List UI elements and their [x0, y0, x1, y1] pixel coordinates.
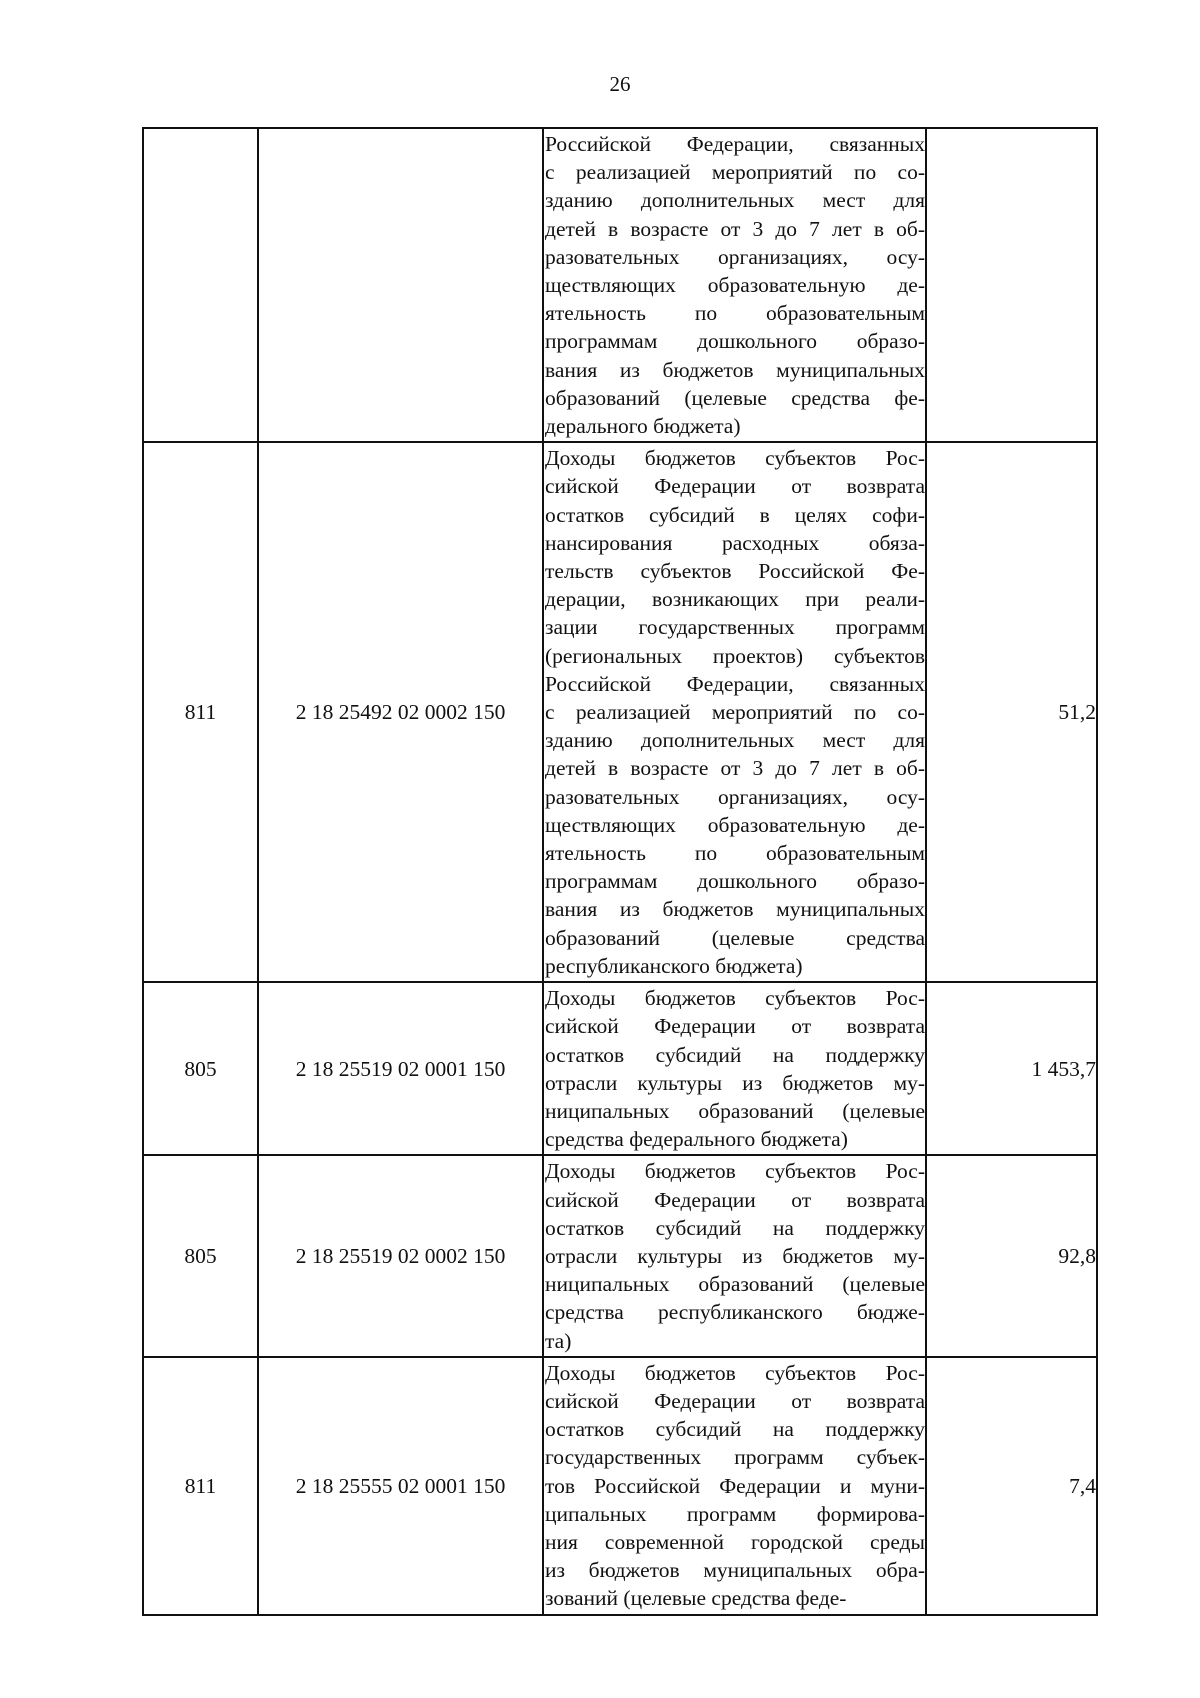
amount-cell: 51,2	[926, 442, 1097, 982]
description-line: сийской Федерации от возврата	[545, 474, 925, 499]
description-line: Российской Федерации, связанных	[545, 671, 925, 696]
description-line: остатков субсидий на поддержку	[545, 1042, 925, 1067]
budget-classification-code-cell: 2 18 25519 02 0002 150	[258, 1155, 543, 1356]
description-text	[545, 1157, 925, 1354]
revenue-description-cell	[543, 442, 926, 982]
description-line: с реализацией мероприятий по со-	[545, 700, 925, 725]
description-line: республиканского бюджета)	[545, 953, 803, 978]
table-row	[143, 982, 1097, 1155]
budget-classification-code-cell: 2 18 25519 02 0001 150	[258, 982, 543, 1155]
budget-classification-code-cell: 2 18 25492 02 0002 150	[258, 442, 543, 982]
amount-cell: 1 453,7	[926, 982, 1097, 1155]
revenue-description-cell	[543, 128, 926, 442]
description-text	[545, 444, 925, 980]
description-line: Российской Федерации, связанных	[545, 132, 925, 156]
description-line: с реализацией мероприятий по со-	[545, 160, 925, 185]
description-line: ниципальных образований (целевые	[545, 1272, 925, 1297]
description-line: тельств субъектов Российской Фе-	[545, 559, 925, 584]
description-line: зданию дополнительных мест для	[545, 728, 925, 753]
description-line: Доходы бюджетов субъектов Рос-	[545, 1360, 925, 1385]
admin-code-cell: 811	[143, 442, 258, 982]
description-line: образований (целевые средства	[545, 925, 925, 950]
description-line: (региональных проектов) субъектов	[545, 643, 925, 668]
description-line: детей в возрасте от 3 до 7 лет в об-	[545, 216, 925, 241]
description-line: сийской Федерации от возврата	[545, 1187, 925, 1212]
description-text	[545, 130, 925, 440]
description-line: зданию дополнительных мест для	[545, 188, 925, 213]
description-line: ципальных программ формирова-	[545, 1501, 925, 1526]
revenue-table	[142, 127, 1098, 1616]
description-line: разовательных организациях, осу-	[545, 244, 925, 269]
description-line: детей в возрасте от 3 до 7 лет в об-	[545, 756, 925, 781]
description-line: ятельность по образовательным	[545, 301, 925, 326]
description-line: из бюджетов муниципальных обра-	[545, 1558, 925, 1583]
description-line: дерального бюджета)	[545, 414, 741, 439]
description-line: остатков субсидий на поддержку	[545, 1215, 925, 1240]
description-line: та)	[545, 1328, 572, 1353]
description-line: вания из бюджетов муниципальных	[545, 357, 925, 382]
admin-code-cell: 811	[143, 1357, 258, 1615]
description-line: сийской Федерации от возврата	[545, 1014, 925, 1039]
budget-classification-code-cell: 2 18 25555 02 0001 150	[258, 1357, 543, 1615]
revenue-description-cell	[543, 982, 926, 1155]
description-line: вания из бюджетов муниципальных	[545, 897, 925, 922]
description-text	[545, 1359, 925, 1613]
description-line: зований (целевые средства феде-	[545, 1586, 847, 1611]
description-line: дерации, возникающих при реали-	[545, 587, 925, 612]
page-number: 26	[609, 72, 631, 96]
description-line: средства федерального бюджета)	[545, 1127, 848, 1152]
table-row	[143, 1357, 1097, 1615]
description-line: ниципальных образований (целевые	[545, 1098, 925, 1123]
description-line: Доходы бюджетов субъектов Рос-	[545, 986, 925, 1011]
description-line: ятельность по образовательным	[545, 841, 925, 866]
amount-cell: 7,4	[926, 1357, 1097, 1615]
description-line: ществляющих образовательную де-	[545, 812, 925, 837]
description-line: государственных программ субъек-	[545, 1445, 925, 1470]
description-line: отрасли культуры из бюджетов му-	[545, 1243, 925, 1268]
description-line: остатков субсидий в целях софи-	[545, 502, 925, 527]
amount-cell: 92,8	[926, 1155, 1097, 1356]
description-line: образований (целевые средства фе-	[545, 385, 925, 410]
description-line: ния современной городской среды	[545, 1529, 925, 1554]
revenue-description-cell	[543, 1357, 926, 1615]
description-line: ществляющих образовательную де-	[545, 273, 925, 298]
amount-cell	[926, 128, 1097, 442]
description-line: средства республиканского бюдже-	[545, 1300, 925, 1325]
description-line: зации государственных программ	[545, 615, 925, 640]
admin-code-cell: 805	[143, 982, 258, 1155]
description-line: нансирования расходных обяза-	[545, 530, 925, 555]
admin-code-cell	[143, 128, 258, 442]
revenue-description-cell	[543, 1155, 926, 1356]
admin-code-cell: 805	[143, 1155, 258, 1356]
description-line: разовательных организациях, осу-	[545, 784, 925, 809]
description-line: Доходы бюджетов субъектов Рос-	[545, 446, 925, 471]
description-line: Доходы бюджетов субъектов Рос-	[545, 1159, 925, 1184]
description-text	[545, 984, 925, 1153]
table-row	[143, 442, 1097, 982]
description-line: остатков субсидий на поддержку	[545, 1417, 925, 1442]
table-body	[143, 128, 1097, 1615]
description-line: тов Российской Федерации и муни-	[545, 1473, 925, 1498]
description-line: отрасли культуры из бюджетов му-	[545, 1070, 925, 1095]
description-line: программам дошкольного образо-	[545, 869, 925, 894]
table-row	[143, 128, 1097, 442]
description-line: сийской Федерации от возврата	[545, 1388, 925, 1413]
table-row	[143, 1155, 1097, 1356]
budget-classification-code-cell	[258, 128, 543, 442]
description-line: программам дошкольного образо-	[545, 329, 925, 354]
